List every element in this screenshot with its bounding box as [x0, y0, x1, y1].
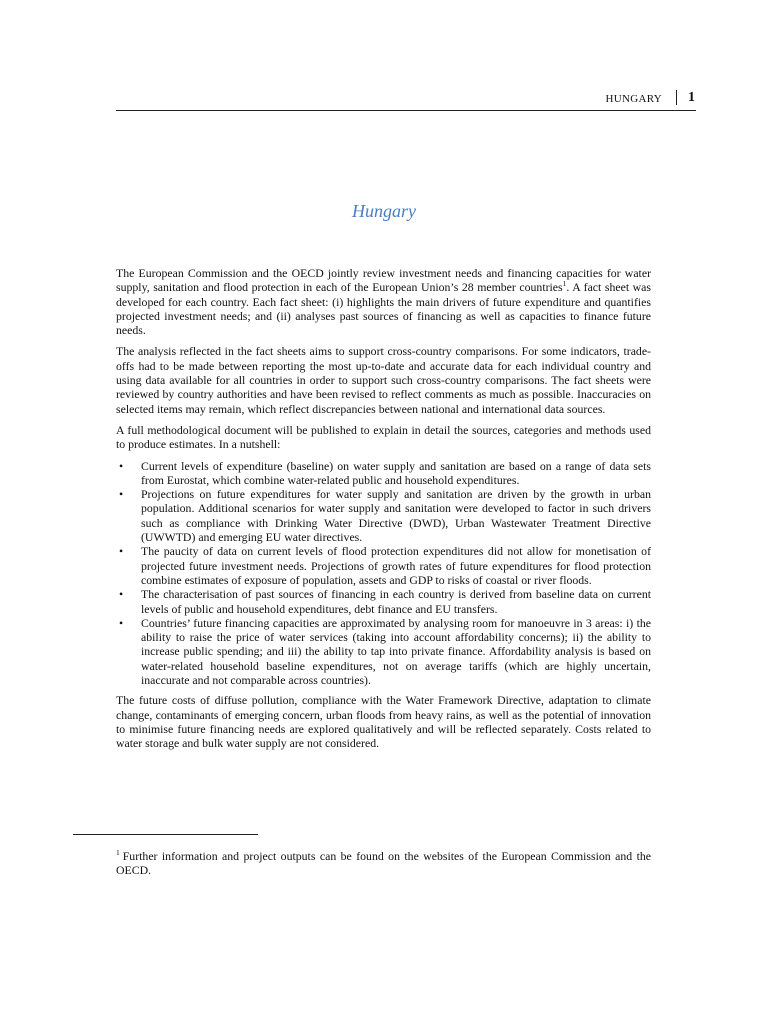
footnote-reference[interactable]: 1: [562, 279, 567, 289]
page-number: 1: [688, 90, 695, 105]
footnote-text: Further information and project outputs can be found on the websites of the European Commission and the OECD.: [116, 849, 651, 878]
bullet-icon: •: [119, 615, 124, 630]
list-item-text: Projections on future expenditures for water supply and sanitation are driven by the growth in urban population. Additional scenarios for water supply and sanitation were developed to factor in such drivers such as compliance with Drinking Water Directive (DWD), Urban Wastewater Treatment Directive (UWWTD) and emerging EU water directives.: [141, 487, 651, 545]
methodology-paragraph: A full methodological document will be published to explain in detail the sources, categories and methods used to produce estimates. In a nutshell:: [116, 422, 651, 452]
running-header: [116, 90, 696, 111]
list-item: [116, 487, 651, 544]
analysis-paragraph: The analysis reflected in the fact sheets aims to support cross-country comparisons. For some indicators, trade-offs had to be made between reporting the most up-to-date and accurate data for each individual country and using data available for all countries in order to support such cross-country comparisons. The fact sheets were reviewed by country authorities and have been revised to reflect comments as much as possible. Inaccuracies on selected items may remain, which reflect discrepancies between national and international data sources.: [116, 344, 651, 416]
body-text: [116, 266, 651, 758]
header-country-label: HUNGARY: [605, 93, 662, 105]
bullet-icon: •: [119, 458, 124, 473]
list-item: [116, 587, 651, 616]
footnote: [116, 849, 651, 878]
list-item: [116, 459, 651, 488]
intro-text-end: . A fact sheet was developed for each country. Each fact sheet: (i) highlights the main drivers of future expenditure and quantifies projected investment needs; and (ii) analyses past sources of financing as well as capacities to finance future needs.: [116, 280, 651, 338]
bullet-icon: •: [119, 544, 124, 559]
list-item: [116, 616, 651, 687]
page-title: Hungary: [352, 201, 416, 221]
list-item: [116, 544, 651, 587]
bullet-icon: •: [119, 587, 124, 602]
list-item-text: The characterisation of past sources of financing in each country is derived from baseline data on current levels of public and household expenditures, debt finance and EU transfers.: [141, 587, 651, 616]
header-separator: [676, 90, 677, 105]
nutshell-list: [116, 459, 651, 688]
future-costs-paragraph: The future costs of diffuse pollution, compliance with the Water Framework Directive, adaptation to climate change, contaminants of emerging concern, urban floods from heavy rains, as well as the potential of innovation to minimise future financing needs are explored qualitatively and will be reflected separately. Costs related to water storage and bulk water supply are not considered.: [116, 693, 651, 751]
footnote-divider: [73, 834, 258, 835]
footnote-mark: 1: [116, 848, 120, 858]
list-item-text: Countries’ future financing capacities are approximated by analysing room for manoeuvre in 3 areas: i) the ability to raise the price of water services (taking into account affordability concerns); ii) the ability to increase public spending; and iii) the ability to tap into private finance. Affordability analysis is based on water-related household baseline expenditures, not on average tariffs (which are highly uncertain, inaccurate and not comparable across countries).: [141, 615, 651, 688]
bullet-icon: •: [119, 487, 124, 502]
list-item-text: The paucity of data on current levels of flood protection expenditures did not allow for monetisation of projected future investment needs. Projections of growth rates of future expenditures for flood protection combine estimates of exposure of population, assets and GDP to risks of coastal or river floods.: [141, 544, 651, 587]
list-item-text: Current levels of expenditure (baseline) on water supply and sanitation are based on a range of data sets from Eurostat, which combine water-related public and household expenditures.: [141, 458, 651, 487]
intro-paragraph: [116, 266, 651, 337]
intro-text-start: The European Commission and the OECD jointly review investment needs and financing capacities for water supply, sanitation and flood protection in each of the European Union’s 28 member countries: [116, 266, 651, 295]
